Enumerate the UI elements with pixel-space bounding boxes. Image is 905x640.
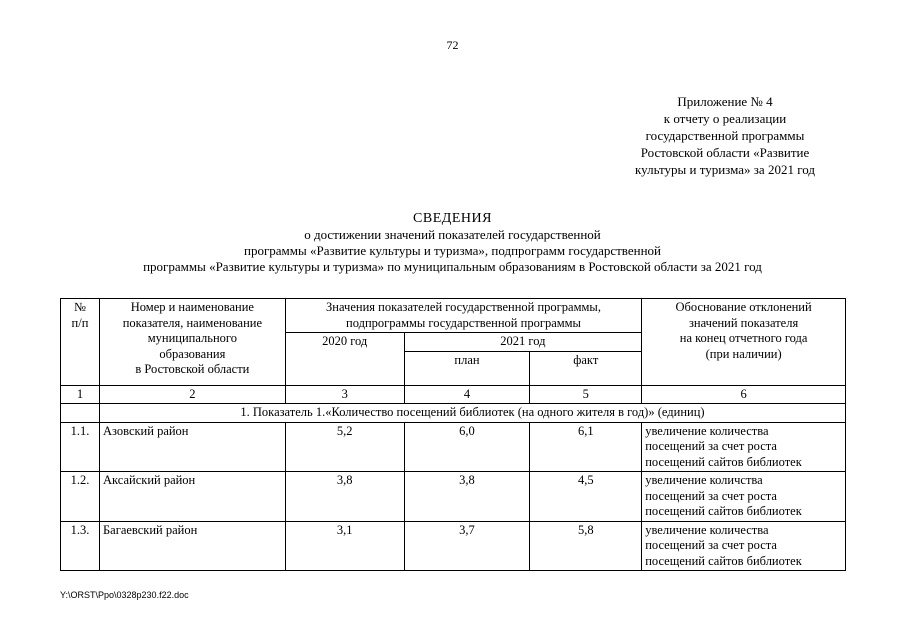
indicator-table <box>60 298 846 571</box>
row-name: Багаевский район <box>99 521 285 571</box>
heading-line: о достижении значений показателей государственной <box>304 227 601 242</box>
header-2021: 2021 год <box>404 333 642 352</box>
row-fact: 4,5 <box>530 472 642 522</box>
document-title: СВЕДЕНИЯ <box>413 211 492 226</box>
heading-line: программы «Развитие культуры и туризма» по муниципальным образованиям в Ростовской области за 2021 год <box>143 259 762 274</box>
row-num: 1.2. <box>61 472 100 522</box>
appendix-caption <box>560 93 890 178</box>
table-row <box>61 422 846 472</box>
column-index: 4 <box>404 385 530 404</box>
appendix-line: Ростовской области «Развитие <box>640 145 810 160</box>
column-index-row <box>61 385 846 404</box>
section-title: 1. Показатель 1.«Количество посещений библиотек (на одного жителя в год)» (единиц) <box>99 404 845 423</box>
appendix-line: культуры и туризма» за 2021 год <box>635 162 815 177</box>
heading-line: программы «Развитие культуры и туризма», подпрограмм государственной <box>243 243 661 258</box>
row-2020: 3,8 <box>285 472 404 522</box>
section-row <box>61 404 846 423</box>
header-2020: 2020 год <box>285 333 404 386</box>
row-num: 1.1. <box>61 422 100 472</box>
column-index: 3 <box>285 385 404 404</box>
row-fact: 6,1 <box>530 422 642 472</box>
file-path-footer: Y:\ORST\Ppo\0328p230.f22.doc <box>60 590 189 600</box>
row-fact: 5,8 <box>530 521 642 571</box>
table-row <box>61 472 846 522</box>
row-plan: 3,7 <box>404 521 530 571</box>
header-reason: Обоснование отклонений значений показателя на конец отчетного года (при наличии) <box>642 299 846 386</box>
row-name: Аксайский район <box>99 472 285 522</box>
section-spacer <box>61 404 100 423</box>
header-values: Значения показателей государственной программы, подпрограммы государственной программы <box>285 299 641 333</box>
page-number: 72 <box>446 38 459 52</box>
column-index: 2 <box>99 385 285 404</box>
appendix-line: к отчету о реализации <box>663 111 787 126</box>
header-name: Номер и наименование показателя, наименование муниципального образования в Ростовской области <box>99 299 285 386</box>
row-2020: 3,1 <box>285 521 404 571</box>
table-header-row <box>61 299 846 333</box>
column-index: 6 <box>642 385 846 404</box>
row-reason: увеличение количества посещений за счет роста посещений сайтов библиотек <box>642 521 846 571</box>
header-plan: план <box>404 351 530 385</box>
row-reason: увеличение количества посещений за счет роста посещений сайтов библиотек <box>642 422 846 472</box>
row-num: 1.3. <box>61 521 100 571</box>
appendix-line: государственной программы <box>645 128 805 143</box>
header-num: № п/п <box>61 299 100 386</box>
row-name: Азовский район <box>99 422 285 472</box>
column-index: 5 <box>530 385 642 404</box>
row-2020: 5,2 <box>285 422 404 472</box>
appendix-line: Приложение № 4 <box>677 94 773 109</box>
row-reason: увеличение количства посещений за счет роста посещений сайтов библиотек <box>642 472 846 522</box>
document-heading <box>0 211 905 275</box>
row-plan: 3,8 <box>404 472 530 522</box>
table-row <box>61 521 846 571</box>
header-fact: факт <box>530 351 642 385</box>
column-index: 1 <box>61 385 100 404</box>
row-plan: 6,0 <box>404 422 530 472</box>
